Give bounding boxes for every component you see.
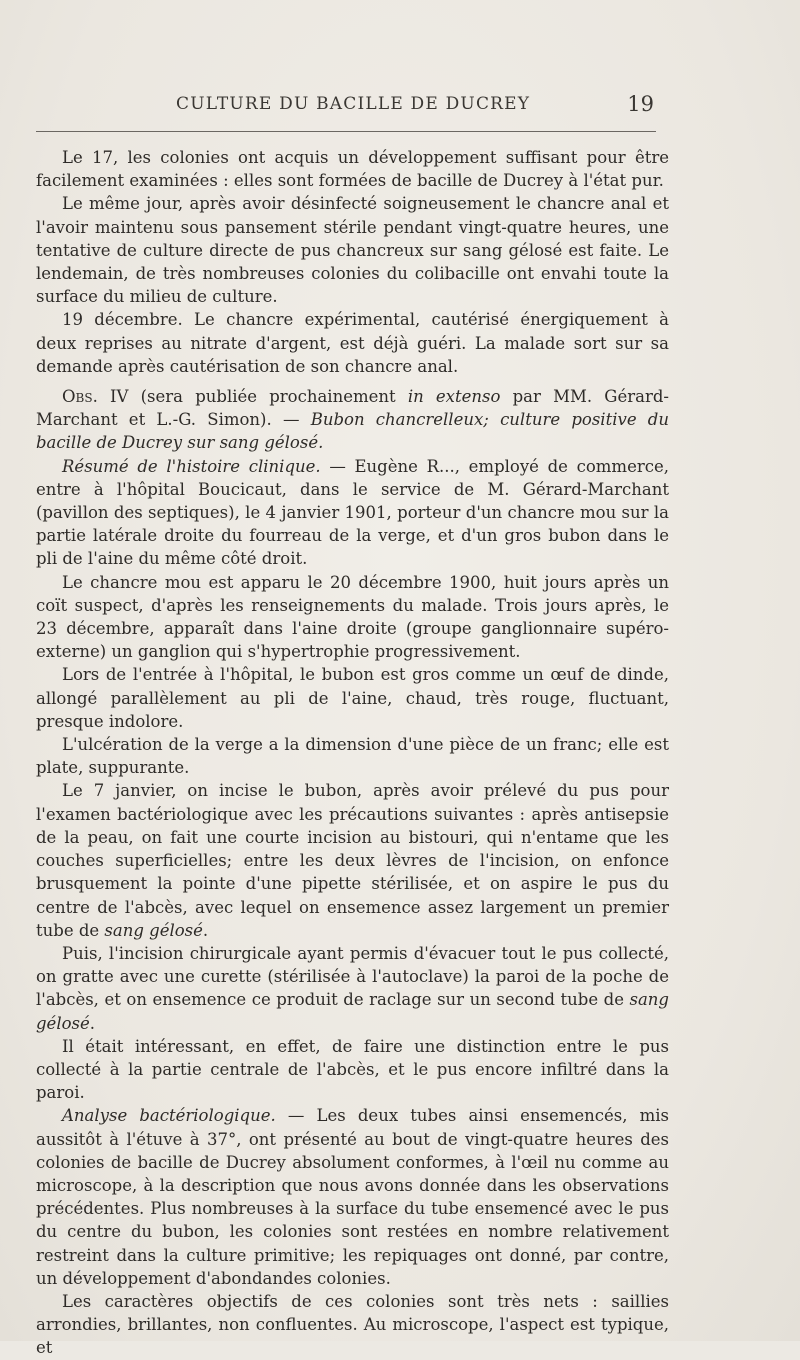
text-span: — Les deux tubes ainsi ensemencés, mis aussitôt à l'étuve à 37°, ont présenté au bout de vingt-quatre heures des colonies de bacille de Ducrey absolument conformes, à l'œil nu comme au microscope, à la description que nous avons donnée dans les observations précédentes. Plus nombreuses à la surface du tube ensemencé avec le pus du centre du bubon, les colonies sont restées en nombre relativement restreint dans la culture primitive; les repiquages ont donné, par contre, un développement d'abondandes colonies. [36,1106,669,1288]
page-number: 19 [627,92,654,116]
text-span: — Eugène R..., employé de commerce, entre à l'hôpital Boucicaut, dans le service de M. Gérard-Marchant (pavillon des septiques), le 4 janvier 1901, porteur d'un chancre mou sur la partie latérale droite du fourreau de la verge, et d'un gros bubon dans le pli de l'aine du même côté droit. [36,456,669,569]
paragraph: Le même jour, après avoir désinfecté soigneusement le chancre anal et l'avoir maintenu sous pansement stérile pendant vingt-quatre heures, une tentative de culture directe de pus chancreux sur sang gélosé est faite. Le lendemain, de très nombreuses colonies du colibacille ont envahi toute la surface du milieu de culture. [36,194,669,307]
observation-label: Obs. [62,387,98,407]
paragraph: Il était intéressant, en effet, de faire une distinction entre le pus collecté à la partie centrale de l'abcès, et le pus encore infiltré dans la paroi. [36,1036,669,1103]
paragraph: Lors de l'entrée à l'hôpital, le bubon est gros comme un œuf de dinde, allongé parallèlement au pli de l'aine, chaud, très rouge, fluctuant, presque indolore. [36,665,669,731]
text-span: . [89,1013,96,1033]
observation-title: Bubon chancrelleux; culture positive du bacille de Ducrey sur sang gélosé. [36,410,669,453]
italic-span: in extenso [407,387,501,407]
text-span: Puis, l'incision chirurgicale ayant permis d'évacuer tout le pus collecté, on gratte avec une curette (stérilisée à l'autoclave) la paroi de la poche de l'abcès, et on ensemence ce produit de raclage sur un second tube de [36,943,669,1010]
text-span: IV (sera publiée prochainement [97,387,408,407]
header-rule [36,131,656,132]
running-header [36,92,656,122]
paragraph [36,1104,669,1290]
paragraph [36,779,669,941]
paragraph: Le 17, les colonies ont acquis un développement suffisant pour être facilement examinées : elles sont formées de bacille de Ducrey à l'état pur. [36,148,669,191]
observation-heading [36,385,669,455]
paragraph: 19 décembre. Le chancre expérimental, cautérisé énergiquement à deux reprises au nitrate d'argent, est déjà guéri. La malade sort sur sa demande après cautérisation de son chancre anal. [36,310,669,376]
text-span: Le 7 janvier, on incise le bubon, après avoir prélevé du pus pour l'examen bactériologique avec les précautions suivantes : après antisepsie de la peau, on fait une courte incision au bistouri, qui n'entame que les couches superficielles; entre les deux lèvres de l'incision, on enfonce brusquement la pointe d'une pipette stérilisée, et on aspire le pus du centre de l'abcès, avec lequel on ensemence assez largement un premier tube de [36,781,669,940]
section-heading: Résumé de l'histoire clinique. [62,456,321,476]
body-text [36,146,669,1360]
italic-span: sang gélosé [104,920,203,940]
paragraph [36,942,669,1035]
italic-span: sang gélosé [36,990,669,1033]
text-span: . [202,920,209,940]
paragraph: Le chancre mou est apparu le 20 décembre 1900, huit jours après un coït suspect, d'après les renseignements du malade. Trois jours après, le 23 décembre, apparaît dans l'aine droite (groupe ganglionnaire supéro-externe) un ganglion qui s'hypertrophie progressivement. [36,572,669,662]
paragraph: Les caractères objectifs de ces colonies sont très nets : saillies arrondies, brillantes, non confluentes. Au microscope, l'aspect est typique, et [36,1291,669,1358]
section-heading: Analyse bactériologique. [62,1106,276,1126]
text-span: par MM. Gérard-Marchant et L.-G. Simon). — [36,387,669,430]
running-title: CULTURE DU BACILLE DE DUCREY [176,94,531,114]
paragraph [36,455,669,571]
paragraph: L'ulcération de la verge a la dimension d'une pièce de un franc; elle est plate, suppurante. [36,735,669,778]
